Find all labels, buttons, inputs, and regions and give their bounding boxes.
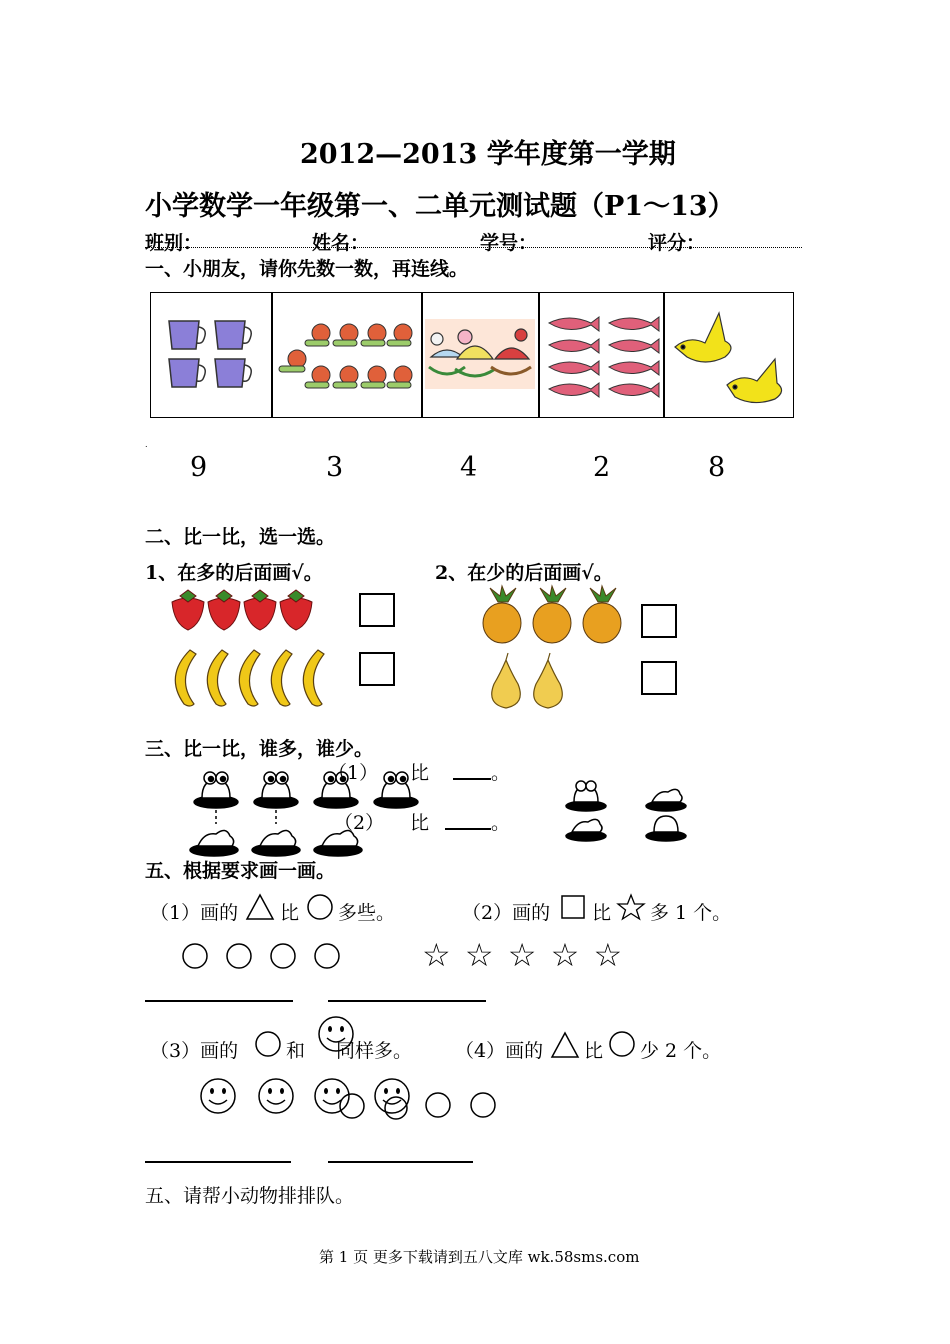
prompt-4-b: 比 — [584, 1040, 604, 1062]
pear-icon — [486, 652, 572, 710]
prompt-2-b: 比 — [592, 902, 612, 924]
compare-line-2-prefix: （2） — [334, 812, 385, 834]
circle-icon — [306, 893, 334, 921]
section2-heading: 二、比一比，选一选。 — [145, 526, 336, 548]
pineapple-icon — [480, 586, 626, 644]
prompt-3-c: 同样多。 — [336, 1040, 413, 1062]
frog-group-icon — [188, 768, 428, 860]
square-icon — [560, 894, 586, 920]
triangle-icon — [245, 893, 275, 921]
compare-line-1-mid: 比 — [410, 762, 430, 784]
number-2: 3 — [326, 452, 344, 483]
section4-heading: 五、根据要求画一画。 — [145, 860, 336, 882]
prompt-1-b: 比 — [280, 902, 300, 924]
page-title: 2012—2013 学年度第一学期 — [300, 139, 676, 170]
triangle-icon-2 — [550, 1031, 580, 1059]
answer-line-3[interactable] — [145, 1161, 291, 1163]
circle-icon-2 — [254, 1030, 282, 1058]
snail-icon — [275, 313, 417, 399]
question-2: 2、在少的后面画√。 — [435, 562, 613, 584]
section3-heading: 三、比一比，谁多，谁少。 — [145, 738, 374, 760]
cup-icon — [161, 315, 261, 395]
circle-icon-3 — [608, 1030, 636, 1058]
picture-table — [150, 292, 794, 418]
number-5: 8 — [708, 452, 726, 483]
prompt-2-a: （2）画的 — [462, 902, 551, 924]
fields-dotted-line — [145, 247, 802, 248]
section1-heading: 一、小朋友，请你先数一数，再连线。 — [145, 258, 469, 280]
stray-dot: . — [145, 440, 148, 449]
fish-icon — [543, 313, 661, 405]
strawberry-icon — [168, 588, 312, 632]
prompt-4-a: （4）画的 — [455, 1040, 544, 1062]
checkbox-less-2[interactable] — [641, 661, 677, 695]
answer-line-1[interactable] — [145, 1000, 293, 1002]
answer-line-4[interactable] — [328, 1161, 473, 1163]
prompt-3-a: （3）画的 — [150, 1040, 239, 1062]
prompt-1-c: 多些。 — [338, 902, 396, 924]
compare-line-2-mid: 比 — [410, 812, 430, 834]
compare-line-2-end: 。 — [491, 812, 511, 834]
circle-pair-icon — [424, 1090, 498, 1120]
prompt-3-b: 和 — [286, 1040, 306, 1062]
page-subtitle: 小学数学一年级第一、二单元测试题（P1～13） — [145, 191, 735, 222]
page-footer: 第 1 页 更多下载请到五八文库 wk.58sms.com — [319, 1248, 640, 1266]
field-name: 姓名： — [312, 232, 370, 254]
prompt-4-c: 少 2 个。 — [640, 1040, 722, 1062]
number-4: 2 — [593, 452, 611, 483]
blank-2[interactable] — [445, 828, 491, 830]
field-number: 学号： — [480, 232, 538, 254]
star-row: ☆ ☆ ☆ ☆ ☆ — [422, 936, 625, 974]
answer-line-2[interactable] — [328, 1000, 486, 1002]
number-3: 4 — [460, 452, 478, 483]
banana-icon — [166, 646, 330, 708]
circle-row-icon — [180, 940, 344, 972]
bird-icon — [669, 307, 787, 407]
rocking-horse-icon — [425, 319, 535, 389]
checkbox-less-1[interactable] — [641, 604, 677, 638]
compare-line-1-prefix: （1） — [328, 762, 379, 784]
field-class: 班别： — [145, 232, 203, 254]
star-icon — [616, 893, 646, 921]
checkbox-more-2[interactable] — [359, 652, 395, 686]
prompt-1-a: （1）画的 — [150, 902, 239, 924]
smiley-row-icon — [196, 1076, 416, 1122]
checkbox-more-1[interactable] — [359, 593, 395, 627]
question-1: 1、在多的后面画√。 — [145, 562, 323, 584]
section5-heading: 五、请帮小动物排排队。 — [145, 1185, 355, 1207]
frog-duck-pair-icon — [562, 778, 692, 842]
compare-line-1-end: 。 — [491, 762, 511, 784]
blank-1[interactable] — [453, 778, 491, 780]
number-1: 9 — [190, 452, 208, 483]
prompt-2-c: 多 1 个。 — [650, 902, 732, 924]
field-score: 评分： — [648, 232, 706, 254]
